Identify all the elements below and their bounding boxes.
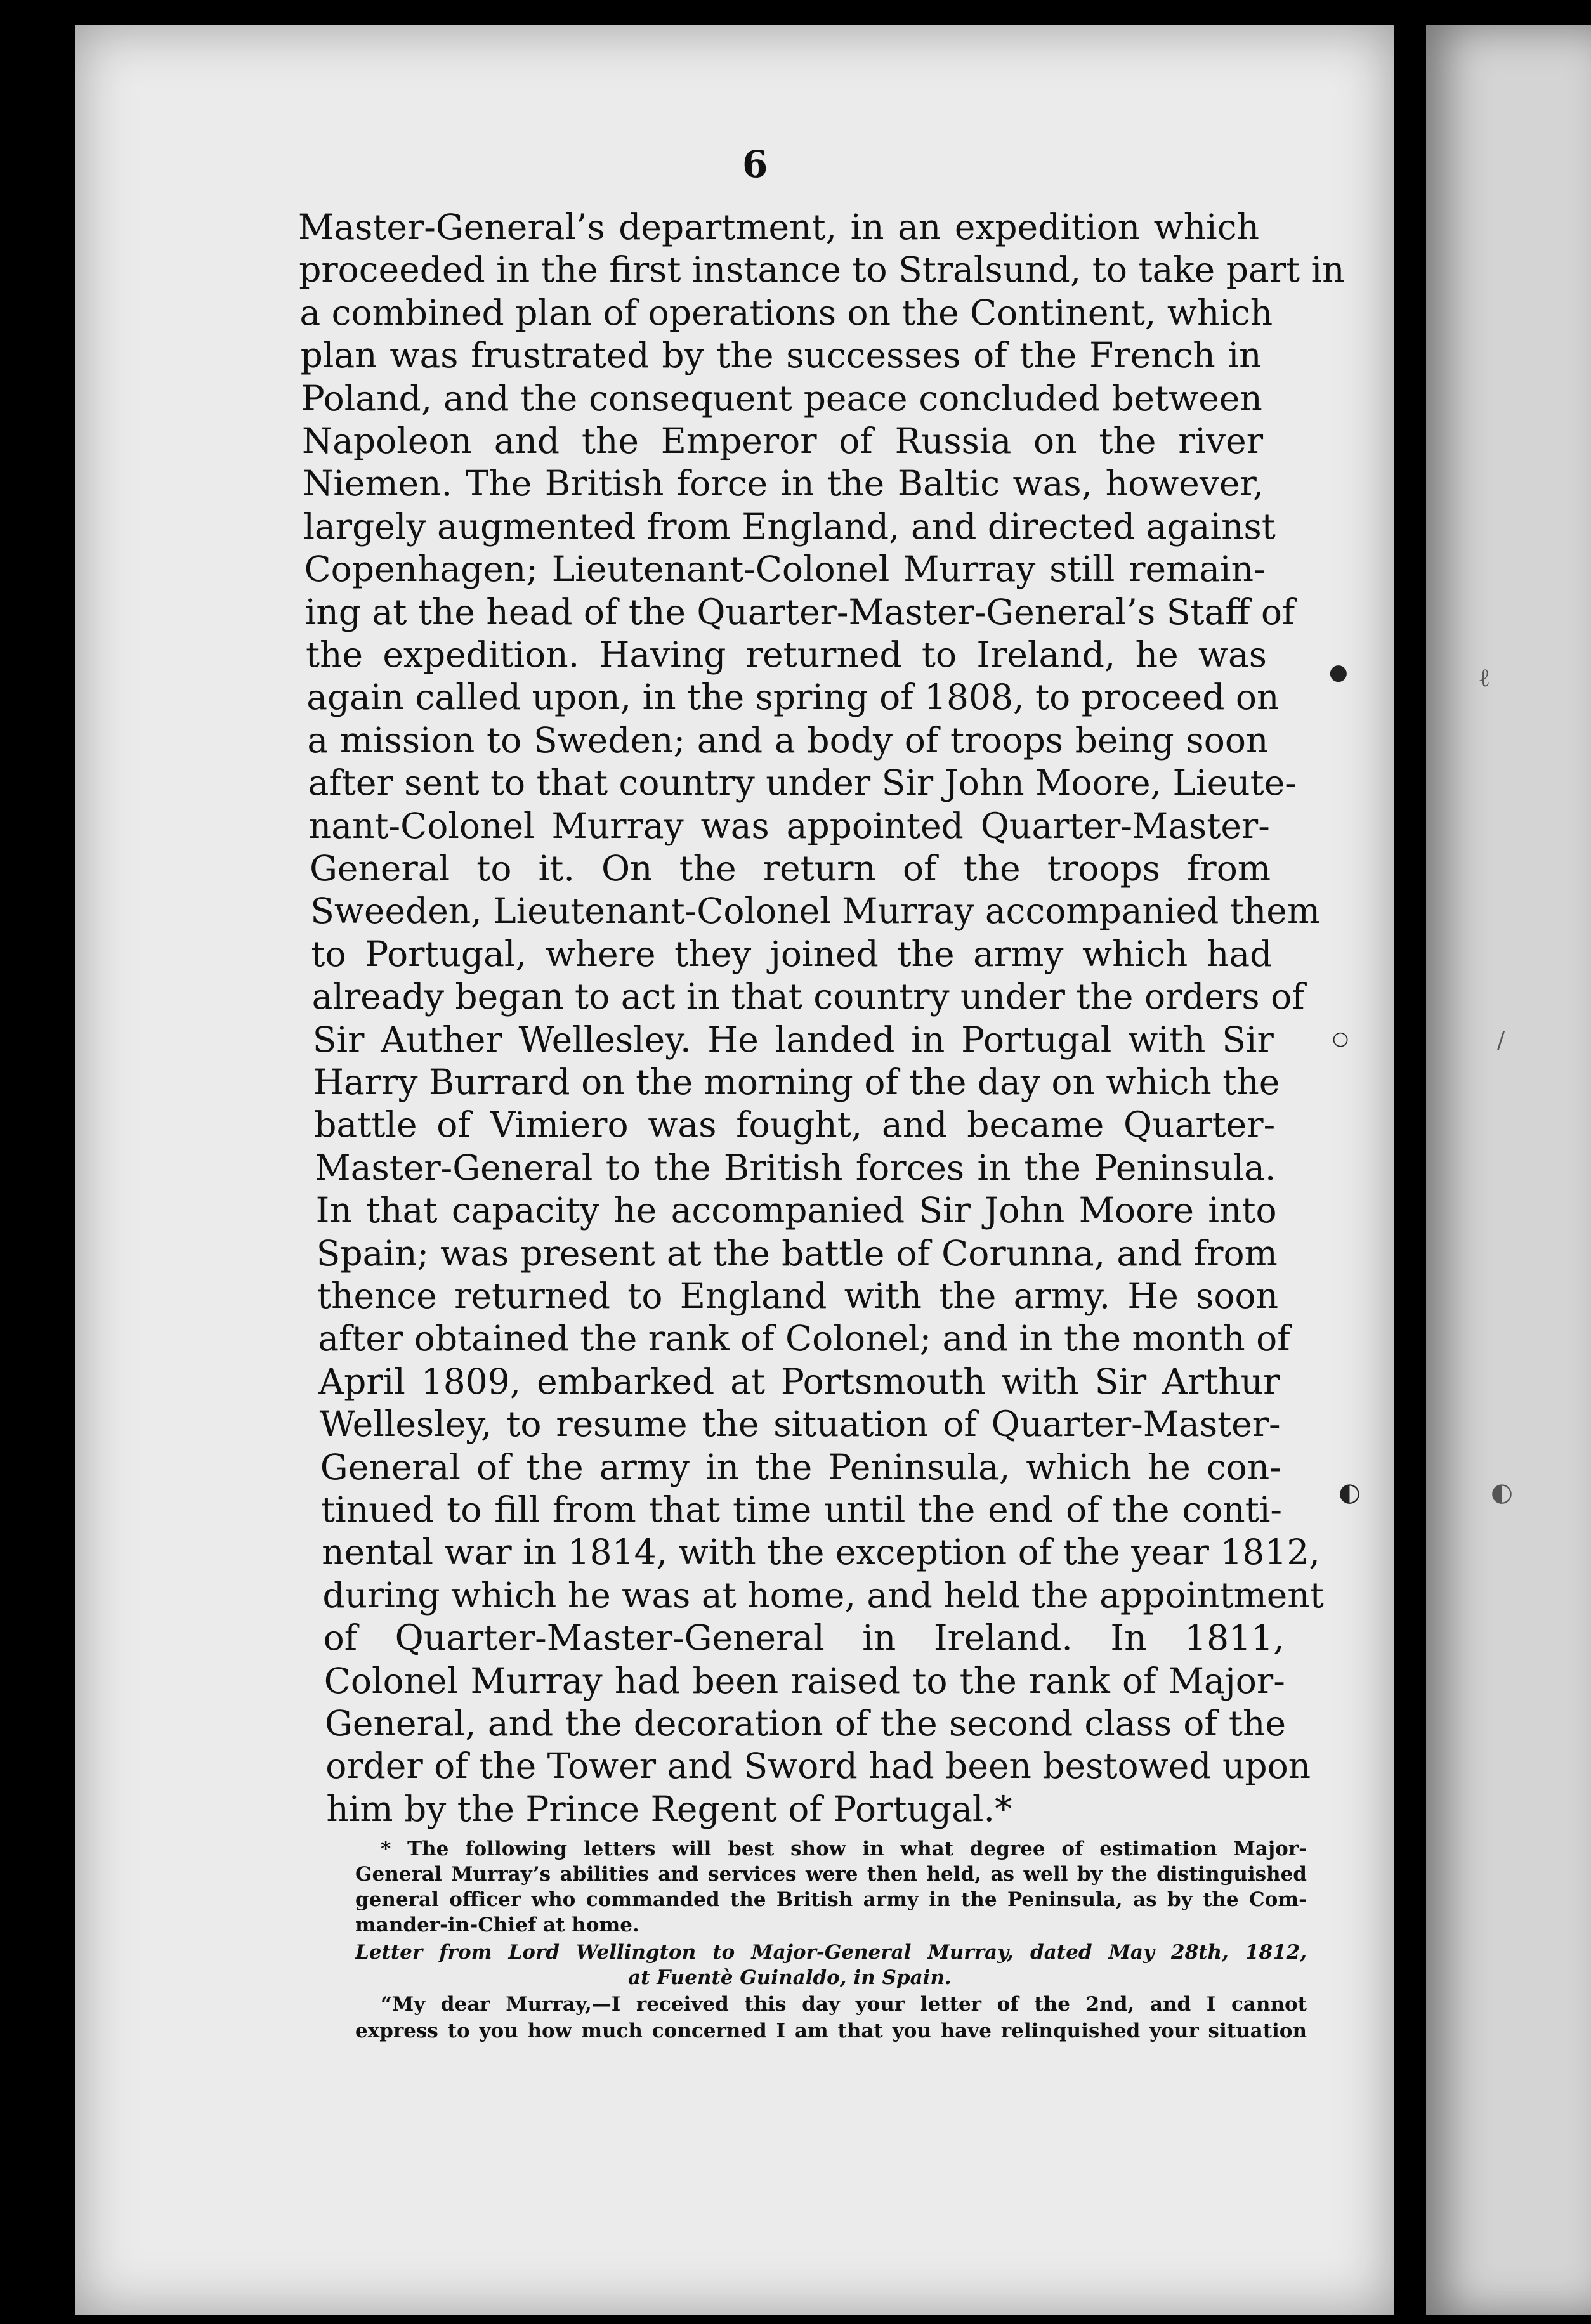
footnote-line: mander-in-Chief at home. [355, 1914, 639, 1936]
body-line: during which he was at home, and held the appointment [322, 1574, 1324, 1616]
footnote-line: * The following letters will best show in what degree of estimation Major- [381, 1838, 1307, 1860]
body-line: General of the army in the Peninsula, which he con- [320, 1446, 1281, 1487]
footnote-line: general officer who commanded the British army in the Peninsula, as by the Com- [355, 1888, 1307, 1911]
body-line: largely augmented from England, and directed against [303, 506, 1276, 547]
body-line: order of the Tower and Sword had been bestowed upon [325, 1746, 1311, 1787]
body-line: Harry Burrard on the morning of the day on which the [313, 1062, 1280, 1102]
footnote-line: Letter from Lord Wellington to Major-General Murray, dated May 28th, 1812, [355, 1941, 1307, 1964]
body-line: General, and the decoration of the second class of the [325, 1703, 1286, 1744]
ink-blot-mark: ● [1329, 660, 1348, 685]
footnote-line: at Fuentè Guinaldo, in Spain. [628, 1966, 952, 1989]
body-line: Colonel Murray had been raised to the rank of Major- [324, 1660, 1285, 1701]
body-line: plan was frustrated by the successes of the French in [300, 335, 1262, 376]
body-line: thence returned to England with the army. He soon [317, 1276, 1278, 1316]
body-line: In that capacity he accompanied Sir John Moore into [315, 1190, 1277, 1231]
body-line: nant-Colonel Murray was appointed Quarter-Master- [308, 805, 1270, 846]
ink-blot-mark: / [1497, 1028, 1505, 1054]
body-line: a combined plan of operations on the Continent, which [299, 292, 1273, 333]
ink-blot-mark: ◐ [1491, 1478, 1513, 1507]
facing-page-edge [1426, 25, 1591, 2315]
body-line: again called upon, in the spring of 1808, to proceed on [306, 677, 1280, 718]
body-line: him by the Prince Regent of Portugal.* [326, 1788, 1012, 1829]
footnote-line: General Murray’s abilities and services were then held, as well by the distinguished [355, 1863, 1307, 1886]
body-line: the expedition. Having returned to Ireland, he was [306, 634, 1267, 675]
body-line: battle of Vimiero was fought, and became Quarter- [314, 1104, 1276, 1146]
body-line: General to it. On the return of the troops from [310, 848, 1271, 889]
body-line: Sweeden, Lieutenant-Colonel Murray accompanied them [310, 891, 1320, 932]
footnote-line: “My dear Murray,—I received this day your letter of the 2nd, and I cannot [381, 1993, 1307, 2016]
body-line: Niemen. The British force in the Baltic was, however, [303, 463, 1264, 504]
body-line: Wellesley, to resume the situation of Quarter-Master- [319, 1404, 1281, 1445]
body-line: of Quarter-Master-General in Ireland. In 1811, [323, 1617, 1285, 1659]
body-line: Master-General to the British forces in the Peninsula. [315, 1147, 1276, 1188]
body-line: Sir Auther Wellesley. He landed in Portugal with Sir [312, 1019, 1274, 1060]
body-line: after obtained the rank of Colonel; and in the month of [318, 1318, 1290, 1359]
body-line: Napoleon and the Emperor of Russia on the river [302, 421, 1263, 461]
page-number: 6 [742, 143, 768, 186]
ink-blot-mark: ○ [1332, 1028, 1349, 1050]
body-line: Poland, and the consequent peace concluded between [301, 377, 1262, 419]
ink-blot-mark: ◐ [1339, 1478, 1361, 1507]
body-line: proceeded in the first instance to Stralsund, to take part in [299, 249, 1345, 290]
body-line: Copenhagen; Lieutenant-Colonel Murray still remain- [304, 549, 1266, 590]
body-line: after sent to that country under Sir John Moore, Lieute- [308, 762, 1297, 804]
body-line: already began to act in that country under the orders of [311, 976, 1305, 1017]
body-line: ing at the head of the Quarter-Master-General’s Staff of [304, 591, 1295, 632]
body-line: April 1809, embarked at Portsmouth with Sir Arthur [318, 1361, 1280, 1402]
body-line: tinued to fill from that time until the end of the conti- [321, 1489, 1282, 1530]
body-line: to Portugal, where they joined the army which had [311, 933, 1273, 974]
body-line: a mission to Sweden; and a body of troops being soon [307, 719, 1269, 761]
ink-blot-mark: ℓ [1478, 663, 1491, 693]
body-line: nental war in 1814, with the exception of the year 1812, [322, 1532, 1320, 1573]
footnote-line: express to you how much concerned I am that you have relinquished your situation [355, 2020, 1307, 2042]
body-line: Master-General’s department, in an expedition which [298, 207, 1259, 247]
body-line: Spain; was present at the battle of Corunna, and from [316, 1232, 1278, 1274]
